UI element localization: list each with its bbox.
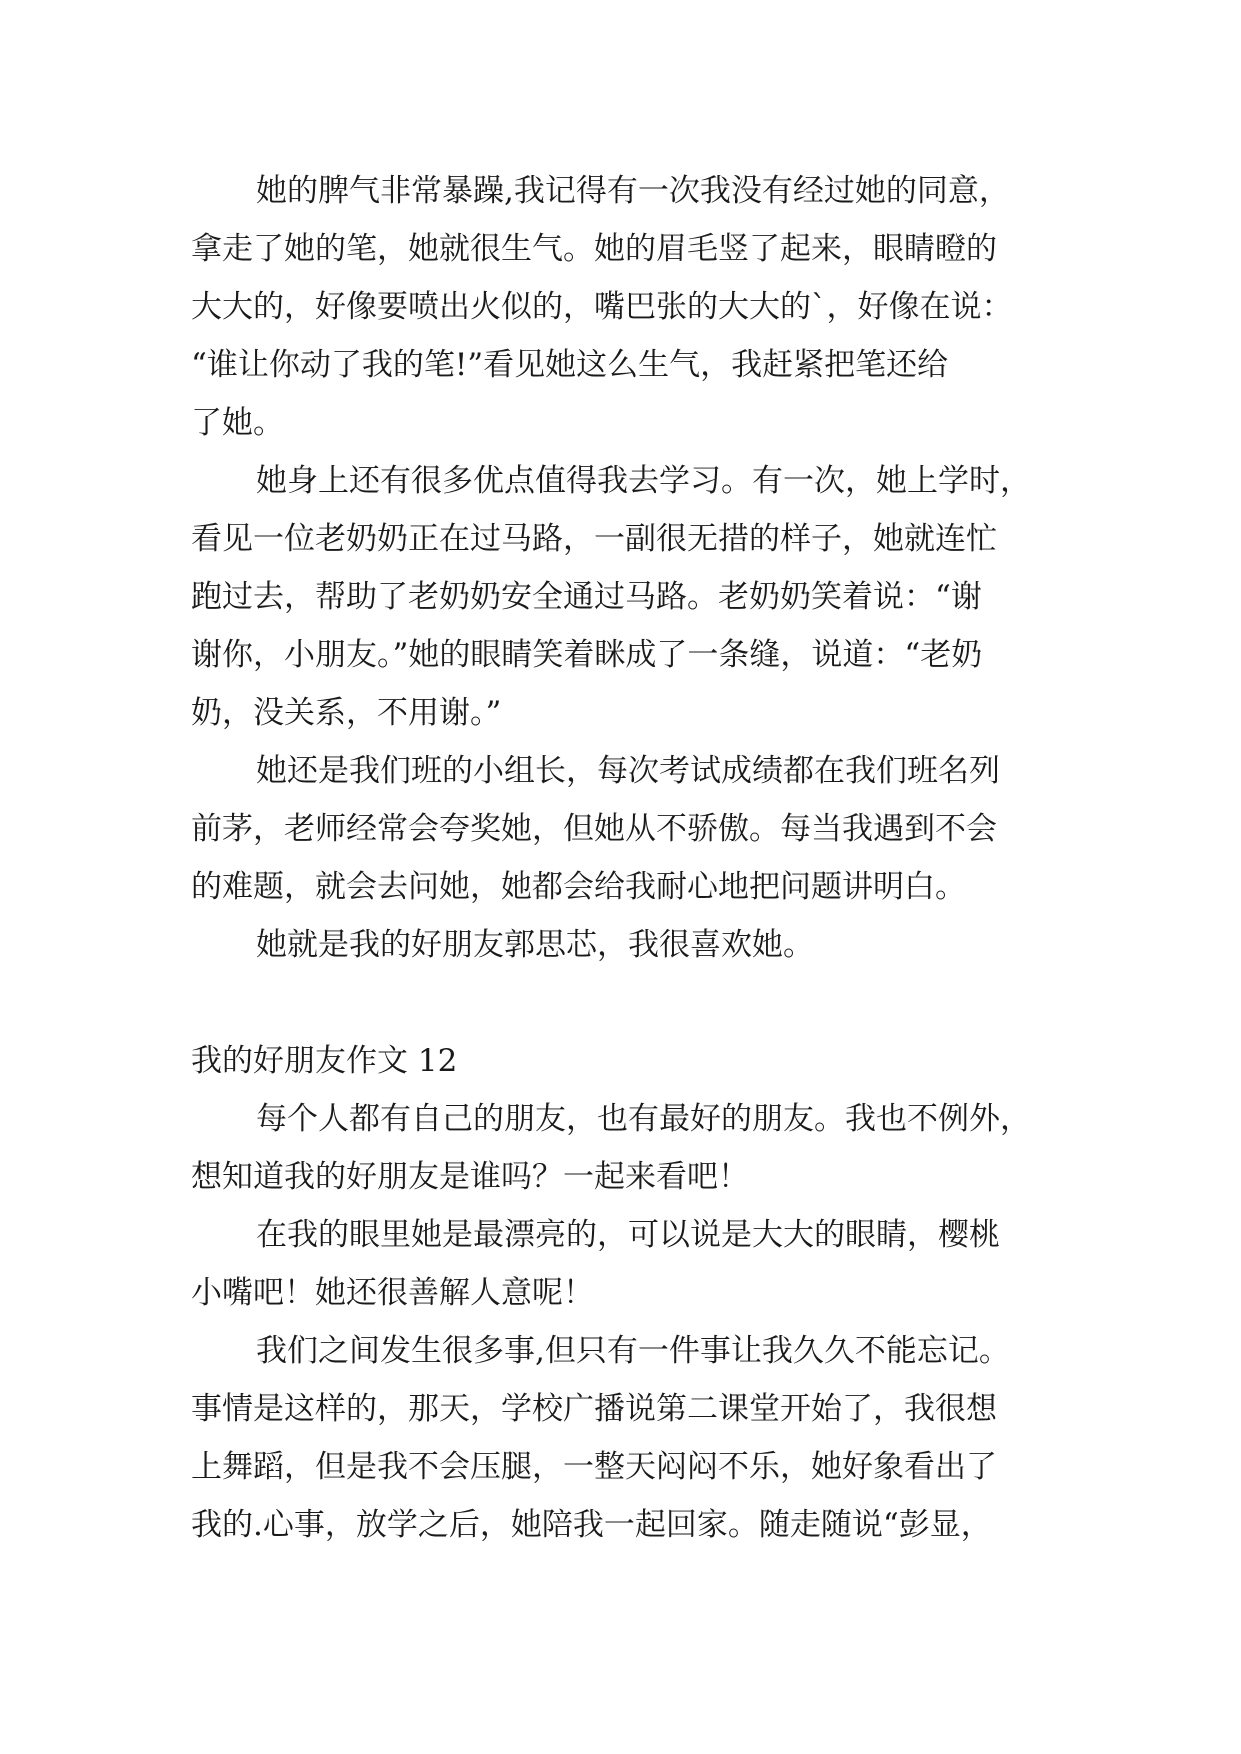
text-line: 在我的眼里她是最漂亮的，可以说是大大的眼睛，樱桃 — [256, 1217, 1000, 1253]
text-line: 看见一位老奶奶正在过马路，一副很无措的样子，她就连忙 — [191, 521, 997, 557]
text-line: 事情是这样的，那天，学校广播说第二课堂开始了，我很想 — [191, 1391, 997, 1427]
text-line: 上舞蹈，但是我不会压腿，一整天闷闷不乐，她好象看出了 — [191, 1449, 997, 1485]
paragraph — [191, 452, 1091, 742]
paragraph — [191, 1090, 1091, 1206]
text-line: 小嘴吧！她还很善解人意呢！ — [191, 1275, 594, 1311]
paragraph — [191, 916, 1091, 974]
text-line: 她身上还有很多优点值得我去学习。有一次，她上学时， — [256, 463, 1031, 499]
section-title: 我的好朋友作文 12 — [191, 1043, 458, 1079]
text-line: 每个人都有自己的朋友，也有最好的朋友。我也不例外， — [256, 1101, 1031, 1137]
text-line: 拿走了她的笔，她就很生气。她的眉毛竖了起来，眼睛瞪的 — [191, 231, 997, 267]
text-line: 大大的，好像要喷出火似的，嘴巴张的大大的`，好像在说： — [191, 289, 1013, 325]
text-line: 想知道我的好朋友是谁吗？一起来看吧！ — [191, 1159, 749, 1195]
paragraph — [191, 1322, 1091, 1554]
text-line: 她的脾气非常暴躁,我记得有一次我没有经过她的同意， — [256, 173, 1010, 209]
section-gap — [191, 974, 1091, 1032]
text-line: 的难题，就会去问她，她都会给我耐心地把问题讲明白。 — [191, 869, 966, 905]
text-line: 跑过去，帮助了老奶奶安全通过马路。老奶奶笑着说：“谢 — [191, 579, 982, 615]
text-line: 我的.心事，放学之后，她陪我一起回家。随走随说“彭显， — [191, 1507, 992, 1543]
text-line: 谢你，小朋友。”她的眼睛笑着眯成了一条缝，说道：“老奶 — [191, 637, 983, 673]
text-line: 她还是我们班的小组长，每次考试成绩都在我们班名列 — [256, 753, 1000, 789]
text-line: “谁让你动了我的笔!”看见她这么生气，我赶紧把笔还给 — [191, 347, 949, 383]
text-line: 奶，没关系，不用谢。” — [191, 695, 502, 731]
paragraph — [191, 742, 1091, 916]
document-body — [191, 162, 1091, 1554]
paragraph — [191, 1206, 1091, 1322]
text-line: 前茅，老师经常会夸奖她，但她从不骄傲。每当我遇到不会 — [191, 811, 997, 847]
text-line: 她就是我的好朋友郭思芯，我很喜欢她。 — [256, 927, 814, 963]
text-line: 了她。 — [191, 405, 284, 441]
paragraph — [191, 162, 1091, 452]
text-line: 我们之间发生很多事,但只有一件事让我久久不能忘记。 — [256, 1333, 1010, 1369]
